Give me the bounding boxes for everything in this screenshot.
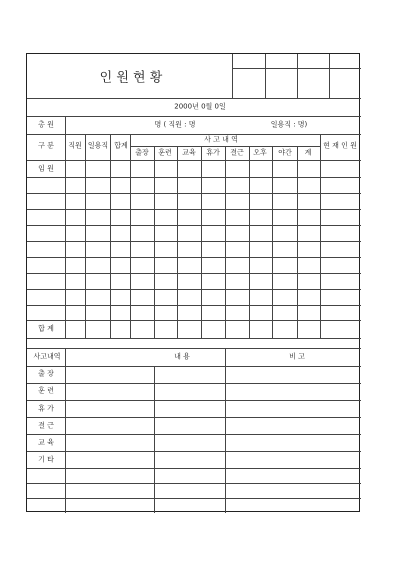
form-title: 인 원 현 황 <box>99 70 163 86</box>
bottom-header-category: 사고내역 <box>33 352 61 361</box>
personnel-status-form <box>26 53 360 512</box>
bottom-header-content: 내 용 <box>174 352 190 361</box>
total-label: 총 원 <box>38 120 54 129</box>
accident-col: 휴가 <box>206 148 220 157</box>
header-current: 현 재 인 원 <box>323 141 357 150</box>
accident-col: 결근 <box>230 148 244 157</box>
bottom-item: 훈 련 <box>38 386 54 395</box>
header-category: 구 분 <box>38 141 54 150</box>
accident-col: 오후 <box>253 148 267 157</box>
header-accident-group: 사 고 내 역 <box>204 135 238 144</box>
bottom-item: 휴 가 <box>38 404 54 413</box>
bottom-item: 교 육 <box>38 438 54 447</box>
bottom-item: 출 장 <box>38 369 54 378</box>
bottom-item: 기 타 <box>38 455 54 464</box>
approval-box-border <box>232 54 233 98</box>
accident-col: 야간 <box>278 148 292 157</box>
accident-col: 출장 <box>135 148 149 157</box>
bottom-header-note: 비 고 <box>289 352 305 361</box>
date-line: 2000년 0월 0일 <box>174 102 226 111</box>
total-staff-text: 명 ( 직원 : 명 <box>154 120 196 129</box>
approval-box-divider <box>232 68 361 69</box>
row-label-sum: 합 계 <box>38 324 54 333</box>
accident-col: 교육 <box>182 148 196 157</box>
row-label-executive: 임 원 <box>38 164 54 173</box>
bottom-item: 결 근 <box>38 421 54 430</box>
header-sum: 합계 <box>114 141 128 150</box>
header-staff: 직원 <box>68 141 82 150</box>
total-daily-text: 일용직 : 명) <box>270 120 308 129</box>
accident-col: 훈련 <box>158 148 172 157</box>
accident-col: 계 <box>304 148 312 157</box>
header-daily: 일용직 <box>87 141 109 150</box>
